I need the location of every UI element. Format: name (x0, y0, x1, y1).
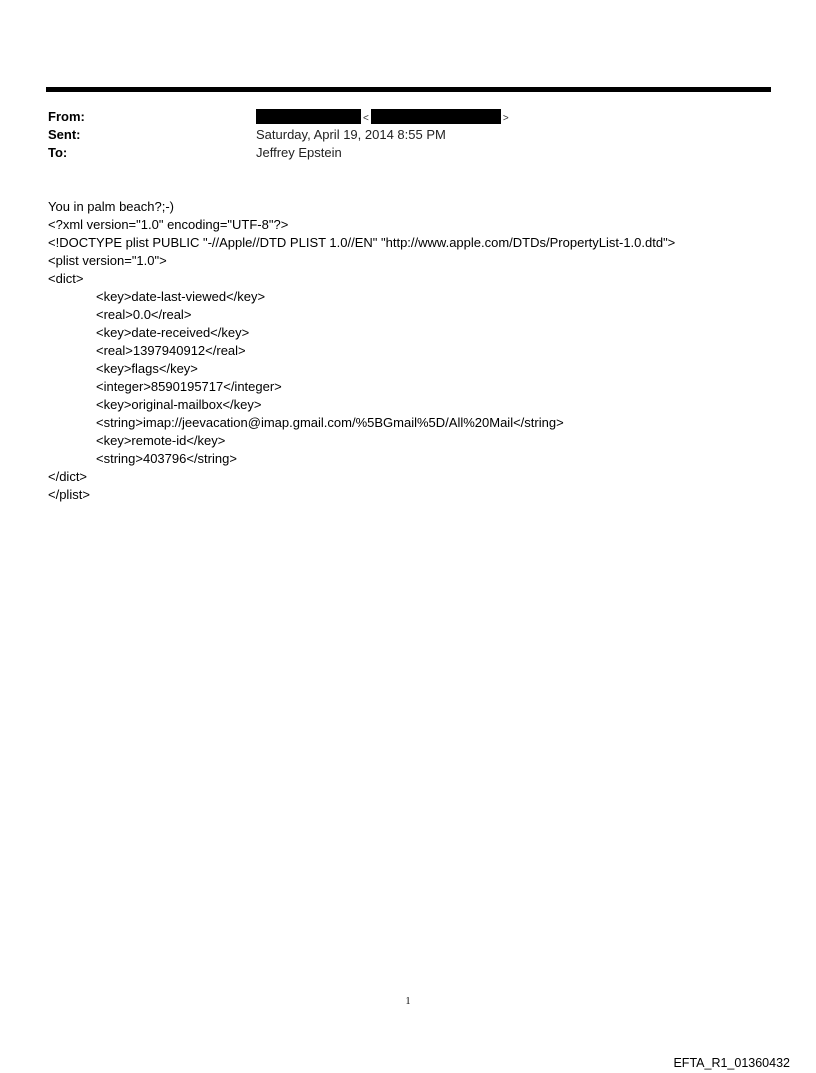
body-line: <key>remote-id</key> (96, 433, 226, 448)
email-header (48, 108, 768, 162)
page-number: 1 (405, 996, 411, 1007)
sent-value: Saturday, April 19, 2014 8:55 PM (256, 127, 446, 142)
sent-label: Sent: (48, 127, 81, 142)
body-line: <integer>8590195717</integer> (96, 379, 282, 394)
body-line: <?xml version="1.0" encoding="UTF-8"?> (48, 217, 289, 232)
body-line: </plist> (48, 487, 90, 502)
body-line: <real>0.0</real> (96, 307, 192, 322)
top-rule (46, 87, 771, 92)
body-line: <key>flags</key> (96, 361, 198, 376)
body-line: </dict> (48, 469, 88, 484)
body-line: <real>1397940912</real> (96, 343, 246, 358)
email-body (48, 198, 768, 504)
to-label: To: (48, 145, 68, 160)
from-close-bracket: > (502, 113, 509, 124)
redaction-box (371, 109, 501, 124)
body-line: <key>original-mailbox</key> (96, 397, 262, 412)
body-line: You in palm beach?;-) (48, 199, 174, 214)
from-label: From: (48, 109, 85, 124)
from-value (256, 108, 511, 128)
from-row (48, 108, 768, 126)
body-line: <!DOCTYPE plist PUBLIC "-//Apple//DTD PLIST 1.0//EN" "http://www.apple.com/DTDs/PropertyList-1.0.dtd"> (48, 235, 676, 250)
body-line: <key>date-last-viewed</key> (96, 289, 266, 304)
body-line: <plist version="1.0"> (48, 253, 167, 268)
body-line: <string>imap://jeevacation@imap.gmail.com/%5BGmail%5D/All%20Mail</string> (96, 415, 564, 430)
redaction-box (256, 109, 361, 124)
from-open-bracket: < (363, 113, 369, 124)
body-line: <string>403796</string> (96, 451, 237, 466)
to-value: Jeffrey Epstein (256, 145, 342, 160)
body-line: <key>date-received</key> (96, 325, 250, 340)
body-line: <dict> (48, 271, 84, 286)
to-row (48, 144, 768, 162)
document-id: EFTA_R1_01360432 (673, 1056, 790, 1070)
sent-row (48, 126, 768, 144)
